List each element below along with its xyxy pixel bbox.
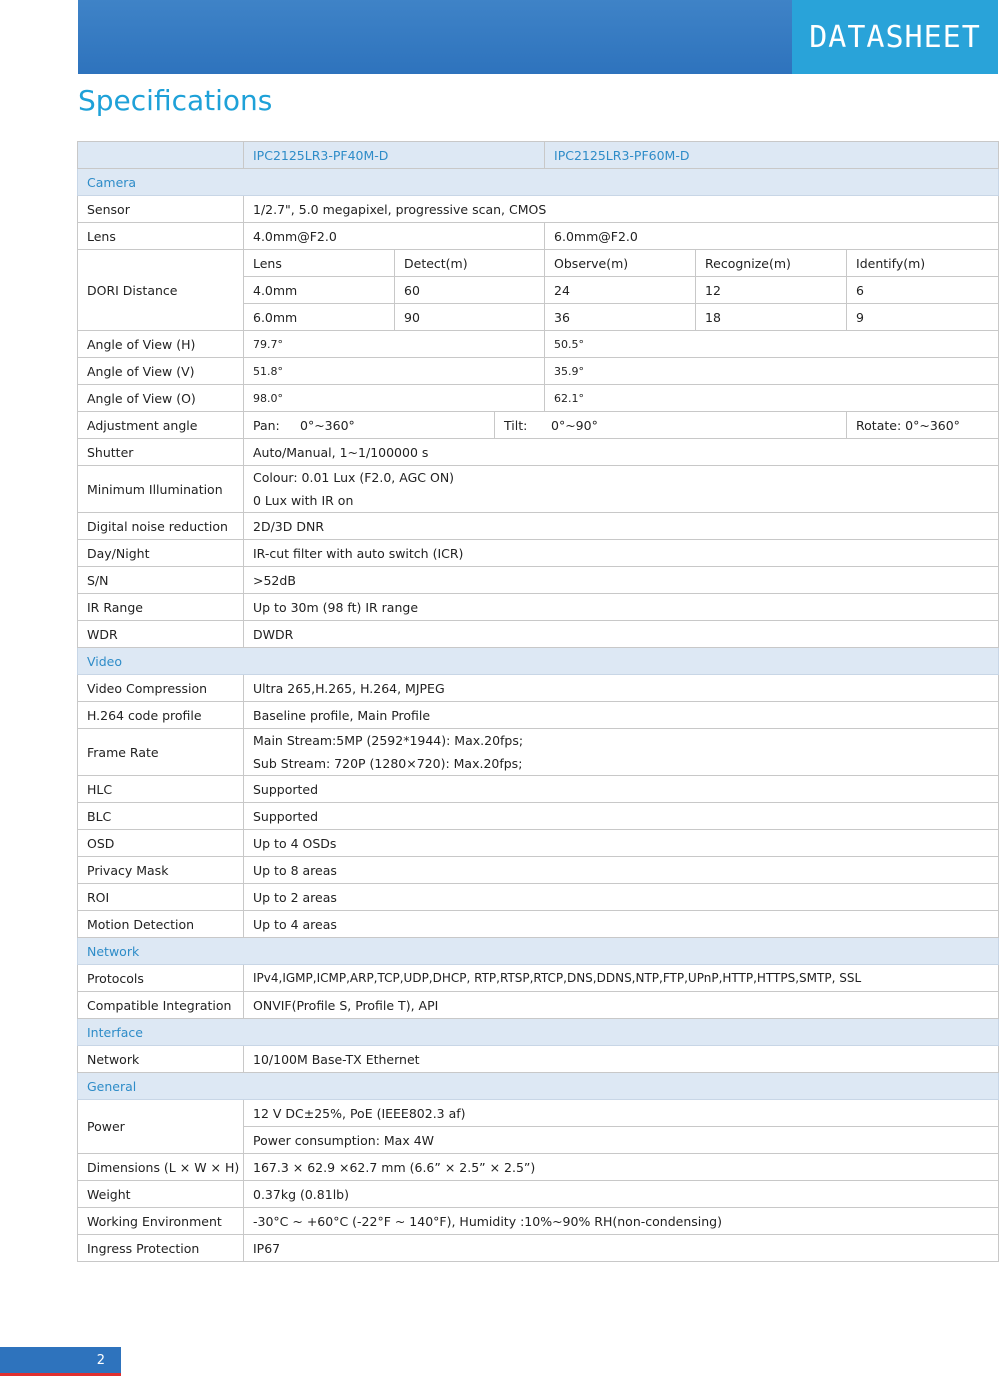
spec-label: ROI xyxy=(78,884,244,911)
spec-value: 167.3 × 62.9 ×62.7 mm (6.6” × 2.5” × 2.5”) xyxy=(244,1154,999,1181)
spec-row-privacy-mask xyxy=(78,857,999,884)
spec-value: Up to 30m (98 ft) IR range xyxy=(244,594,999,621)
spec-value: 2D/3D DNR xyxy=(244,513,999,540)
dori-header-cell: Detect(m) xyxy=(395,250,545,277)
spec-row-interface-network xyxy=(78,1046,999,1073)
spec-value: 0.37kg (0.81lb) xyxy=(244,1181,999,1208)
spec-row-protocols xyxy=(78,965,999,992)
spec-value: IP67 xyxy=(244,1235,999,1262)
page-number: 2 xyxy=(0,1347,121,1373)
spec-label: DORI Distance xyxy=(78,250,244,331)
spec-row-blc xyxy=(78,803,999,830)
spec-label: WDR xyxy=(78,621,244,648)
dori-header-cell: Observe(m) xyxy=(545,250,696,277)
section-header-interface xyxy=(78,1019,999,1046)
dori-cell: 18 xyxy=(696,304,847,331)
dori-cell: 36 xyxy=(545,304,696,331)
spec-row-h264-profile xyxy=(78,702,999,729)
dori-header-cell: Recognize(m) xyxy=(696,250,847,277)
spec-value: Supported xyxy=(244,803,999,830)
spec-value: Up to 8 areas xyxy=(244,857,999,884)
spec-row-min-illumination xyxy=(78,466,999,513)
spec-row-video-compression xyxy=(78,675,999,702)
dori-cell: 6.0mm xyxy=(244,304,395,331)
spec-value-model-1: 51.8° xyxy=(244,358,545,385)
spec-value: Up to 4 areas xyxy=(244,911,999,938)
spec-value: 10/100M Base-TX Ethernet xyxy=(244,1046,999,1073)
spec-label: Shutter xyxy=(78,439,244,466)
header-bar xyxy=(78,0,792,74)
spec-row-power xyxy=(78,1100,999,1127)
section-title: Interface xyxy=(78,1019,999,1046)
spec-value: -30°C ~ +60°C (-22°F ~ 140°F), Humidity :10%~90% RH(non-condensing) xyxy=(244,1208,999,1235)
spec-row-ingress-protection xyxy=(78,1235,999,1262)
spec-row-lens xyxy=(78,223,999,250)
spec-row-hlc xyxy=(78,776,999,803)
spec-value: 1/2.7", 5.0 megapixel, progressive scan, CMOS xyxy=(244,196,999,223)
spec-value-multiline xyxy=(244,729,999,776)
spec-label: Video Compression xyxy=(78,675,244,702)
section-title: Camera xyxy=(78,169,999,196)
spec-value-model-1: 79.7° xyxy=(244,331,545,358)
spec-value-model-2: 35.9° xyxy=(545,358,999,385)
section-header-general xyxy=(78,1073,999,1100)
spec-row-frame-rate xyxy=(78,729,999,776)
spec-row-wdr xyxy=(78,621,999,648)
spec-row-sn xyxy=(78,567,999,594)
rotate-cell: Rotate: 0°~360° xyxy=(847,412,999,439)
spec-value: Power consumption: Max 4W xyxy=(244,1127,999,1154)
spec-value-model-2: 62.1° xyxy=(545,385,999,412)
spec-label: Ingress Protection xyxy=(78,1235,244,1262)
model-header-blank xyxy=(78,142,244,169)
spec-row-roi xyxy=(78,884,999,911)
spec-value: Up to 4 OSDs xyxy=(244,830,999,857)
spec-value: DWDR xyxy=(244,621,999,648)
spec-label: Privacy Mask xyxy=(78,857,244,884)
spec-label: Weight xyxy=(78,1181,244,1208)
pan-cell xyxy=(244,412,495,439)
spec-value-model-2: 6.0mm@F2.0 xyxy=(545,223,999,250)
spec-label: Angle of View (O) xyxy=(78,385,244,412)
spec-row-weight xyxy=(78,1181,999,1208)
spec-label: Minimum Illumination xyxy=(78,466,244,513)
spec-value-model-1: 4.0mm@F2.0 xyxy=(244,223,545,250)
spec-value: Supported xyxy=(244,776,999,803)
spec-row-compatible-integration xyxy=(78,992,999,1019)
spec-value: Ultra 265,H.265, H.264, MJPEG xyxy=(244,675,999,702)
page-title: Specifications xyxy=(78,84,273,117)
spec-row-dnr xyxy=(78,513,999,540)
spec-row-aov-v xyxy=(78,358,999,385)
dori-header-cell: Lens xyxy=(244,250,395,277)
spec-label: Dimensions (L × W × H) xyxy=(78,1154,244,1181)
spec-value: 12 V DC±25%, PoE (IEEE802.3 af) xyxy=(244,1100,999,1127)
spec-row-osd xyxy=(78,830,999,857)
spec-value: Up to 2 areas xyxy=(244,884,999,911)
spec-label: IR Range xyxy=(78,594,244,621)
spec-value-line: Main Stream:5MP (2592*1944): Max.20fps; xyxy=(253,733,524,748)
spec-row-sensor xyxy=(78,196,999,223)
spec-value-line: Colour: 0.01 Lux (F2.0, AGC ON) xyxy=(253,470,455,485)
spec-row-day-night xyxy=(78,540,999,567)
spec-value: IR-cut filter with auto switch (ICR) xyxy=(244,540,999,567)
tilt-value: 0°~90° xyxy=(551,417,598,433)
spec-label: Angle of View (H) xyxy=(78,331,244,358)
section-title: General xyxy=(78,1073,999,1100)
spec-label: BLC xyxy=(78,803,244,830)
tilt-label: Tilt: xyxy=(504,417,528,433)
spec-value: Auto/Manual, 1~1/100000 s xyxy=(244,439,999,466)
dori-header-cell: Identify(m) xyxy=(847,250,999,277)
spec-row-dimensions xyxy=(78,1154,999,1181)
spec-row-aov-o xyxy=(78,385,999,412)
dori-cell: 90 xyxy=(395,304,545,331)
spec-label: OSD xyxy=(78,830,244,857)
spec-value-line: Sub Stream: 720P (1280×720): Max.20fps; xyxy=(253,756,523,771)
dori-header-row xyxy=(78,250,999,277)
section-title: Network xyxy=(78,938,999,965)
spec-row-working-environment xyxy=(78,1208,999,1235)
model-name-1: IPC2125LR3-PF40M-D xyxy=(244,142,545,169)
spec-value-model-2: 50.5° xyxy=(545,331,999,358)
spec-value: >52dB xyxy=(244,567,999,594)
dori-cell: 4.0mm xyxy=(244,277,395,304)
spec-value-model-1: 98.0° xyxy=(244,385,545,412)
spec-row-shutter xyxy=(78,439,999,466)
spec-label: Compatible Integration xyxy=(78,992,244,1019)
section-title: Video xyxy=(78,648,999,675)
tilt-cell xyxy=(495,412,847,439)
dori-cell: 6 xyxy=(847,277,999,304)
spec-value: IPv4,IGMP,ICMP,ARP,TCP,UDP,DHCP, RTP,RTSP,RTCP,DNS,DDNS,NTP,FTP,UPnP,HTTP,HTTPS,SMTP, SSL xyxy=(244,965,999,992)
dori-cell: 24 xyxy=(545,277,696,304)
spec-label: Adjustment angle xyxy=(78,412,244,439)
spec-value-multiline xyxy=(244,466,999,513)
spec-label: H.264 code profile xyxy=(78,702,244,729)
spec-label: Network xyxy=(78,1046,244,1073)
spec-value: ONVIF(Profile S, Profile T), API xyxy=(244,992,999,1019)
pan-value: 0°~360° xyxy=(300,417,355,433)
section-header-network xyxy=(78,938,999,965)
datasheet-tag: DATASHEET xyxy=(792,0,998,74)
spec-label: Sensor xyxy=(78,196,244,223)
spec-label: Day/Night xyxy=(78,540,244,567)
spec-row-motion-detection xyxy=(78,911,999,938)
spec-label: Digital noise reduction xyxy=(78,513,244,540)
spec-label: S/N xyxy=(78,567,244,594)
section-header-camera xyxy=(78,169,999,196)
spec-row-aov-h xyxy=(78,331,999,358)
specifications-table xyxy=(77,141,999,1262)
spec-label: Frame Rate xyxy=(78,729,244,776)
spec-label: Power xyxy=(78,1100,244,1154)
spec-label: Protocols xyxy=(78,965,244,992)
spec-label: HLC xyxy=(78,776,244,803)
spec-value-line: 0 Lux with IR on xyxy=(253,493,354,508)
dori-cell: 60 xyxy=(395,277,545,304)
spec-row-ir-range xyxy=(78,594,999,621)
spec-label: Lens xyxy=(78,223,244,250)
section-header-video xyxy=(78,648,999,675)
spec-label: Motion Detection xyxy=(78,911,244,938)
dori-cell: 9 xyxy=(847,304,999,331)
spec-row-adjustment xyxy=(78,412,999,439)
spec-label: Working Environment xyxy=(78,1208,244,1235)
pan-label: Pan: xyxy=(253,417,280,433)
dori-cell: 12 xyxy=(696,277,847,304)
model-header-row xyxy=(78,142,999,169)
model-name-2: IPC2125LR3-PF60M-D xyxy=(545,142,999,169)
spec-value: Baseline profile, Main Profile xyxy=(244,702,999,729)
spec-label: Angle of View (V) xyxy=(78,358,244,385)
